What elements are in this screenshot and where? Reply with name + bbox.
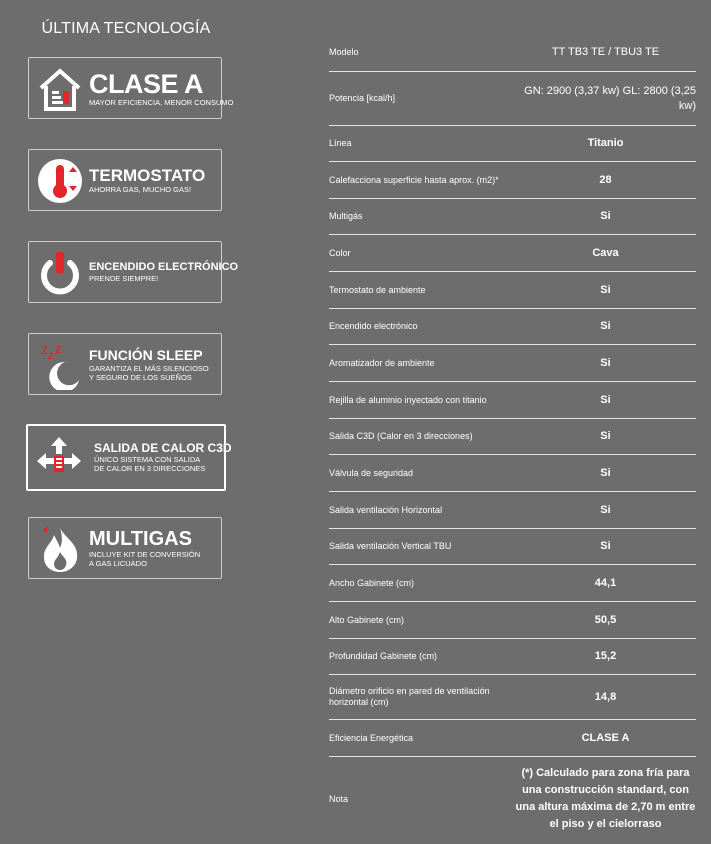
spec-value: Si [600,393,611,406]
spec-row [329,235,696,272]
house-energy-icon [35,64,85,114]
badge-title: FUNCIÓN SLEEP [89,347,203,363]
spec-label: Termostato de ambiente [329,284,426,295]
spec-label: Válvula de seguridad [329,467,414,478]
spec-row [329,565,696,602]
spec-row [329,529,696,565]
spec-row [329,720,696,757]
spec-value: 14,8 [594,690,617,703]
thermometer-icon [35,156,85,206]
spec-label: Calefacciona superficie hasta aprox. (m2)* [329,174,499,185]
spec-label: Línea [329,138,352,148]
spec-row [329,492,696,529]
spec-row [329,72,696,126]
badge-subtitle-2: Y SEGURO DE LOS SUEÑOS [89,373,192,382]
spec-label: Encendido electrónico [329,321,418,331]
badge-subtitle: AHORRA GAS, MUCHO GAS! [89,184,192,194]
spec-label: Nota [329,793,349,804]
badge-title: SALIDA DE CALOR C3D [94,441,232,455]
spec-row [329,199,696,235]
badge-title: CLASE A [89,68,204,99]
spec-label: Salida C3D (Calor en 3 direcciones) [329,431,473,441]
spec-value: Si [600,540,611,552]
moon-sleep-icon [35,340,85,390]
spec-label: Multigás [329,211,363,221]
spec-row [329,419,696,455]
spec-label: Eficiencia Energética [329,732,414,743]
badge-clase-a [28,57,234,119]
badge-subtitle: ÚNICO SISTEMA CON SALIDA [94,455,201,464]
spec-value: Si [600,503,611,516]
spec-value: CLASE A [581,731,630,744]
spec-label: Alto Gabinete (cm) [329,614,405,625]
badge-subtitle: INCLUYE KIT DE CONVERSIÓN [89,549,201,559]
spec-value: Si [600,283,611,296]
spec-row [329,345,696,382]
badge-multigas [28,517,222,579]
spec-label: Aromatizador de ambiente [329,357,435,368]
spec-value: GN: 2900 (3,37 kw) GL: 2800 (3,25 kw) [524,84,696,112]
spec-row [329,455,696,492]
flame-icon [35,524,85,574]
spec-label: Ancho Gabinete (cm) [329,577,415,588]
spec-label: Rejilla de aluminio inyectado con titanio [329,394,487,405]
spec-label: Salida ventilación Vertical TBU [329,541,452,551]
badge-title: ENCENDIDO ELECTRÓNICO [89,261,239,273]
badge-termostato [28,149,222,211]
spec-value: 44,1 [594,576,617,589]
spec-row [329,272,696,309]
badge-title: MULTIGAS [89,527,192,550]
spec-row [329,675,696,720]
badge-subtitle-2: DE CALOR EN 3 DIRECCIONES [94,464,206,473]
section-title: ÚLTIMA TECNOLOGÍA [41,20,211,37]
power-icon [35,248,85,298]
svg-text:Z: Z [48,351,54,361]
spec-label: Modelo [329,47,359,57]
spec-label: Color [329,247,351,258]
spec-value: Titanio [587,137,624,149]
spec-label: Diámetro orificio en pared de ventilación horizontal (cm) [329,686,490,707]
spec-row [329,309,696,345]
badge-subtitle: MAYOR EFICIENCIA, MENOR CONSUMO [89,97,234,107]
spec-row [329,382,696,419]
specs-table [329,34,696,841]
spec-label: Salida ventilación Horizontal [329,504,443,515]
spec-value: 50,5 [594,613,617,626]
spec-value: Si [600,356,611,369]
svg-text:Z: Z [41,345,48,357]
badge-subtitle: GARANTIZA EL MÁS SILENCIOSO [89,364,209,373]
spec-value: Si [600,210,611,222]
spec-value: (*) Calculado para zona fría para una construcción standard, con una altura máxima de 2,70 m entre el piso y el cielorraso [515,767,696,830]
spec-label: Potencia [kcal/h] [329,93,396,103]
svg-text:Z: Z [55,345,62,356]
spec-row [329,639,696,675]
spec-value: 15,2 [594,650,617,662]
spec-row [329,162,696,199]
spec-row [329,126,696,162]
spec-value: Si [600,466,611,479]
spec-value: Si [600,430,611,442]
spec-row [329,34,696,72]
badge-sleep [28,333,222,395]
spec-value: 28 [599,173,612,186]
badge-title: TERMOSTATO [89,165,206,185]
spec-row-note [329,757,696,841]
spec-value: TT TB3 TE / TBU3 TE [551,46,660,58]
badge-encendido [28,241,239,303]
three-arrows-icon [34,434,84,484]
badge-subtitle-2: A GAS LICUADO [89,558,147,568]
spec-row [329,602,696,639]
badge-c3d[interactable] [26,424,232,491]
badge-subtitle: PRENDE SIEMPRE! [89,274,159,283]
spec-value: Si [600,320,611,332]
spec-label: Profundidad Gabinete (cm) [329,651,438,661]
spec-value: Cava [592,246,619,259]
